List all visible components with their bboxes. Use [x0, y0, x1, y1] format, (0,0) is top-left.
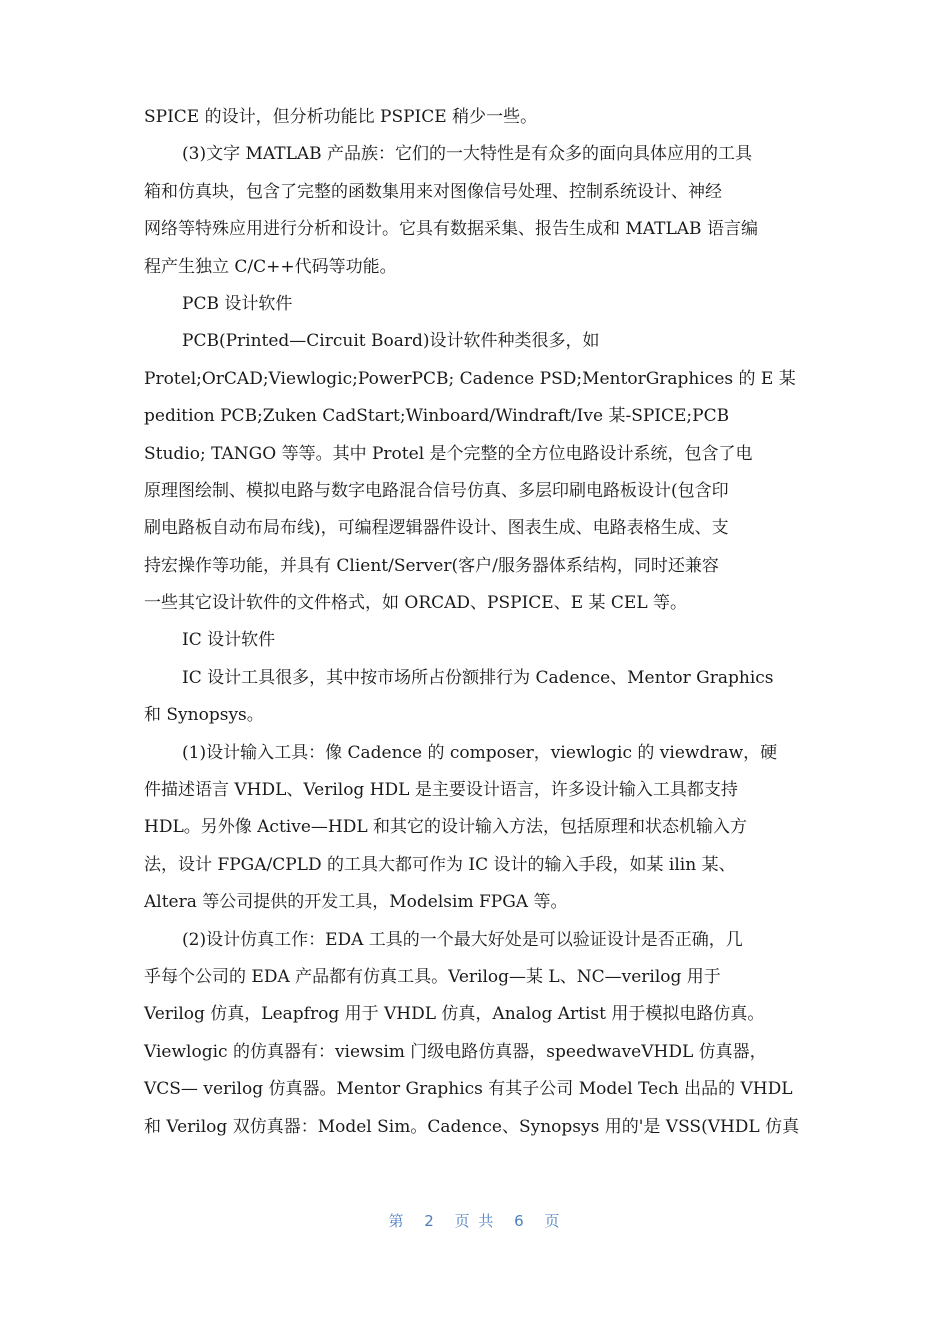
footer-page-number: 2: [424, 1212, 436, 1230]
document-body: [144, 99, 806, 1146]
paragraph-start-line: (2)设计仿真工作：EDA 工具的一个最大好处是可以验证设计是否正确，几: [182, 929, 743, 950]
text-line: Altera 等公司提供的开发工具，Modelsim FPGA 等。: [144, 892, 568, 913]
text-line: Studio; TANGO 等等。其中 Protel 是个完整的全方位电路设计系统，包含了电: [144, 443, 753, 464]
text-line: 程产生独立 C/C++代码等功能。: [144, 256, 397, 277]
text-line: Viewlogic 的仿真器有：viewsim 门级电路仿真器，speedwaveVHDL 仿真器，: [144, 1041, 767, 1062]
footer-middle: 页 共: [454, 1212, 496, 1230]
paragraph-start-line: (3)文字 MATLAB 产品族：它们的一大特性是有众多的面向具体应用的工具: [182, 144, 753, 165]
text-line: Protel;OrCAD;Viewlogic;PowerPCB; Cadence PSD;MentorGraphices 的 E 某: [144, 368, 796, 389]
text-line: 刷电路板自动布局布线)，可编程逻辑器件设计、图表生成、电路表格生成、支: [144, 518, 729, 539]
footer-total-pages: 6: [514, 1212, 526, 1230]
text-line: pedition PCB;Zuken CadStart;Winboard/Windraft/Ive 某-SPICE;PCB: [144, 406, 730, 427]
page-footer: [0, 1210, 950, 1231]
text-line: 和 Verilog 双仿真器：Model Sim。Cadence、Synopsys 用的'是 VSS(VHDL 仿真: [144, 1116, 800, 1137]
section-heading: IC 设计软件: [182, 630, 276, 651]
text-line: SPICE 的设计，但分析功能比 PSPICE 稍少一些。: [144, 107, 538, 127]
text-line: 和 Synopsys。: [144, 705, 264, 726]
section-heading: PCB 设计软件: [182, 293, 293, 314]
text-line: 箱和仿真块，包含了完整的函数集用来对图像信号处理、控制系统设计、神经: [144, 181, 722, 202]
paragraph-start-line: PCB(Printed—Circuit Board)设计软件种类很多，如: [182, 331, 600, 352]
text-line: 持宏操作等功能，并具有 Client/Server(客户/服务器体系结构，同时还兼容: [144, 555, 719, 576]
paragraph-start-line: IC 设计工具很多，其中按市场所占份额排行为 Cadence、Mentor Graphics: [182, 667, 774, 688]
footer-prefix: 第: [388, 1212, 406, 1230]
text-line: 网络等特殊应用进行分析和设计。它具有数据采集、报告生成和 MATLAB 语言编: [144, 219, 758, 240]
text-line: Verilog 仿真，Leapfrog 用于 VHDL 仿真，Analog Artist 用于模拟电路仿真。: [144, 1004, 765, 1025]
text-line: HDL。另外像 Active—HDL 和其它的设计输入方法，包括原理和状态机输入方: [144, 817, 748, 838]
footer-suffix: 页: [544, 1212, 562, 1230]
text-line: 一些其它设计软件的文件格式，如 ORCAD、PSPICE、E 某 CEL 等。: [144, 593, 688, 614]
text-line: 件描述语言 VHDL、Verilog HDL 是主要设计语言，许多设计输入工具都支持: [144, 780, 738, 801]
text-line: 法，设计 FPGA/CPLD 的工具大都可作为 IC 设计的输入手段，如某 ilin 某、: [144, 854, 736, 875]
text-line: VCS— verilog 仿真器。Mentor Graphics 有其子公司 Model Tech 出品的 VHDL: [144, 1079, 793, 1100]
text-line: 乎每个公司的 EDA 产品都有仿真工具。Verilog—某 L、NC—verilog 用于: [144, 966, 721, 987]
text-line: 原理图绘制、模拟电路与数字电路混合信号仿真、多层印刷电路板设计(包含印: [144, 480, 729, 501]
paragraph-start-line: (1)设计输入工具：像 Cadence 的 composer，viewlogic 的 viewdraw，硬: [182, 742, 778, 763]
